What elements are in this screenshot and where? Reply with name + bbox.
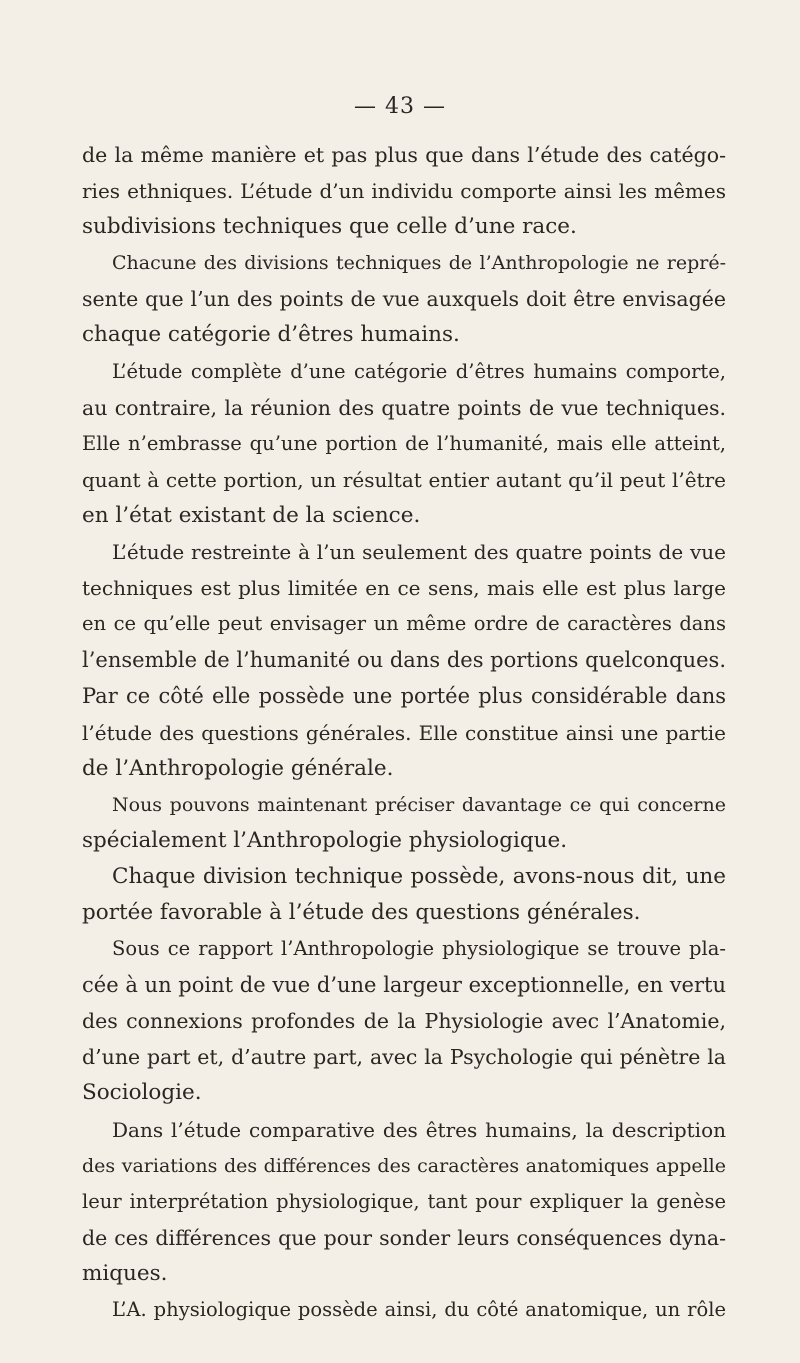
text-line: L’étude complète d’une catégorie d’êtres humains comporte, — [112, 359, 726, 383]
body-text — [82, 137, 726, 1328]
text-line: l’ensemble de l’humanité ou dans des portions quelconques. — [82, 648, 726, 673]
text-line: Chaque division technique possède, avons-nous dit, une — [112, 863, 726, 889]
text-line: Sociologie. — [82, 1080, 202, 1106]
text-line: Dans l’étude comparative des êtres humains, la description — [112, 1117, 726, 1142]
text-line: des connexions profondes de la Physiologie avec l’Anatomie, — [82, 1009, 726, 1034]
text-line: d’une part et, d’autre part, avec la Psychologie qui pénètre la — [82, 1045, 726, 1070]
text-line: l’étude des questions générales. Elle constitue ainsi une partie — [82, 720, 726, 745]
text-line: en ce qu’elle peut envisager un même ordre de caractères dans — [82, 612, 726, 636]
text-line: Chacune des divisions techniques de l’Anthropologie ne repré- — [112, 252, 726, 275]
text-line: Elle n’embrasse qu’une portion de l’humanité, mais elle atteint, — [82, 431, 726, 455]
text-line: Sous ce rapport l’Anthropologie physiologique se trouve pla- — [112, 937, 726, 961]
text-line: ries ethniques. L’étude d’un individu comporte ainsi les mêmes — [82, 179, 726, 204]
text-line: subdivisions techniques que celle d’une race. — [82, 214, 577, 240]
text-line: de la même manière et pas plus que dans l’étude des catégo- — [82, 143, 726, 167]
text-line: au contraire, la réunion des quatre points de vue techniques. — [82, 395, 726, 420]
text-line: leur interprétation physiologique, tant pour expliquer la genèse — [82, 1189, 726, 1213]
text-line: L’A. physiologique possède ainsi, du côté anatomique, un rôle — [112, 1298, 726, 1321]
text-line: en l’état existant de la science. — [82, 502, 421, 528]
text-line: portée favorable à l’étude des questions générales. — [82, 899, 641, 925]
text-line: Par ce côté elle possède une portée plus considérable dans — [82, 684, 726, 709]
text-line: sente que l’un des points de vue auxquels doit être envisagée — [82, 287, 726, 312]
text-line: de ces différences que pour sonder leurs conséquences dyna- — [82, 1225, 726, 1250]
text-line: spécialement l’Anthropologie physiologique. — [82, 827, 568, 853]
text-line: de l’Anthropologie générale. — [82, 755, 394, 781]
text-line: Nous pouvons maintenant préciser davantage ce qui concerne — [112, 793, 726, 816]
page-number: — 43 — — [354, 94, 446, 119]
text-line: quant à cette portion, un résultat entier autant qu’il peut l’être — [82, 467, 726, 492]
text-line: cée à un point de vue d’une largeur exceptionnelle, en vertu — [82, 973, 726, 998]
text-line: des variations des différences des caractères anatomiques appelle — [82, 1154, 726, 1177]
text-line: techniques est plus limitée en ce sens, mais elle est plus large — [82, 576, 726, 601]
text-line: miques. — [82, 1260, 168, 1286]
text-line: L’étude restreinte à l’un seulement des quatre points de vue — [112, 540, 726, 565]
text-line: chaque catégorie d’êtres humains. — [82, 322, 460, 348]
